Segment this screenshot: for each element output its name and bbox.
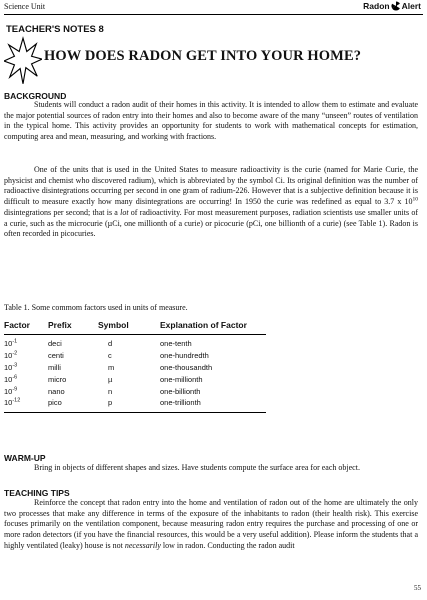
col-factor: Factor [4, 318, 48, 335]
page-title: HOW DOES RADON GET INTO YOUR HOME? [44, 48, 362, 64]
symbol-cell: d [108, 339, 113, 349]
factor-cell: $10^{-3}$ [4, 362, 18, 372]
prefix-cell: nano [48, 386, 65, 396]
header-logo [363, 1, 421, 11]
table-row [4, 397, 266, 412]
teaching-tips-heading: TEACHING TIPS [4, 488, 70, 498]
table-row [4, 335, 266, 350]
prefix-cell: deci [48, 339, 62, 349]
prefix-cell: pico [48, 397, 98, 412]
prefix-cell: micro [48, 374, 67, 384]
factor-cell: $10^{-9}$ [4, 386, 18, 396]
symbol-cell: c [108, 351, 112, 361]
symbol-cell: p [98, 397, 160, 412]
background-heading: BACKGROUND [4, 91, 67, 101]
background-paragraph-2: One of the units that is used in the United States to measure radioactivity is the curie (named for Marie Curie, the physicist and chemist who discovered radium), which is abbreviated by the symbol Ci. Its original definition was the number of radioactive disintegrations occurring per second in one gram of radium-226. However that is a subjective definition because it is difficult to measure exactly how many disintegrations are occurring! In 1950 the curie was redefined as equal to 3.7 x $10^{10}$ disintegrations per second; that is a lot of radioactivity. For most measurement purposes, radiation scientists use smaller units of a curie, such as the microcurie (µCi, one millionth of a curie) or picocurie (pCi, one billionth of a curie) (see Table 1). Radon is often recorded in picocuries. [4, 165, 418, 239]
col-prefix: Prefix [48, 318, 98, 335]
warmup-paragraph: Bring in objects of different shapes and sizes. Have students compute the surface area for each object. [34, 463, 360, 472]
symbol-cell: µ [108, 374, 113, 384]
col-explanation: Explanation of Factor [160, 318, 266, 335]
col-symbol: Symbol [98, 318, 160, 335]
factor-cell: $10^{-12}$ [4, 397, 48, 412]
table-row [4, 350, 266, 362]
explanation-cell: one-tenth [160, 339, 192, 349]
prefix-cell: centi [48, 351, 64, 361]
running-header [4, 0, 423, 15]
table-row [4, 373, 266, 385]
table-caption: Table 1. Some commom factors used in units of measure. [4, 303, 188, 312]
factor-cell: $10^{-1}$ [4, 338, 18, 349]
explanation-cell: one-billionth [160, 386, 201, 396]
prefix-cell: milli [48, 362, 61, 372]
explanation-cell: one-hundredth [160, 351, 209, 361]
explanation-cell: one-millionth [160, 374, 203, 384]
background-paragraph-1: Students will conduct a radon audit of their homes in this activity. It is intended to allow them to estimate and evaluate the major potential sources of radon entry into their homes and also to become aware of the many “unseen” routes of ventilation in the typical home. This activity provides an opportunity for students to work with mathematical concepts for estimation, computing area and mean, measuring, and working with fractions. [4, 100, 418, 142]
header-right-b: Alert [401, 1, 421, 11]
symbol-cell: n [108, 386, 113, 396]
table-row [4, 385, 266, 397]
notes-label: TEACHER'S NOTES 8 [6, 24, 104, 35]
symbol-cell: m [108, 362, 115, 372]
units-table [4, 318, 266, 413]
radiation-icon [391, 1, 401, 11]
warmup-heading: WARM-UP [4, 453, 46, 463]
factor-cell: $10^{-2}$ [4, 350, 18, 361]
teaching-tips-paragraph: Reinforce the concept that radon entry into the home and ventilation of radon out of the home are ultimately the only two processes that make any difference in terms of the exposure of the inhabitants to radon (their health risk). This exercise focuses primarily on the ventilation component, because measuring radon entry requires the purchase and processing of one or more radon detectors (if you have the financial resources, this would be a very useful addition). Please inform the students that a highly ventilated (leaky) house is not necessarily low in radon. Conducting the radon audit [4, 498, 418, 550]
header-left: Science Unit [4, 2, 46, 11]
factor-cell: $10^{-6}$ [4, 374, 18, 384]
starburst-icon [4, 36, 42, 86]
header-right-a: Radon [363, 1, 390, 11]
explanation-cell: one-thousandth [160, 362, 213, 372]
page-number: 55 [414, 584, 421, 592]
explanation-cell: one-trillionth [160, 397, 266, 412]
table-header-row [4, 318, 266, 335]
table-row [4, 362, 266, 374]
